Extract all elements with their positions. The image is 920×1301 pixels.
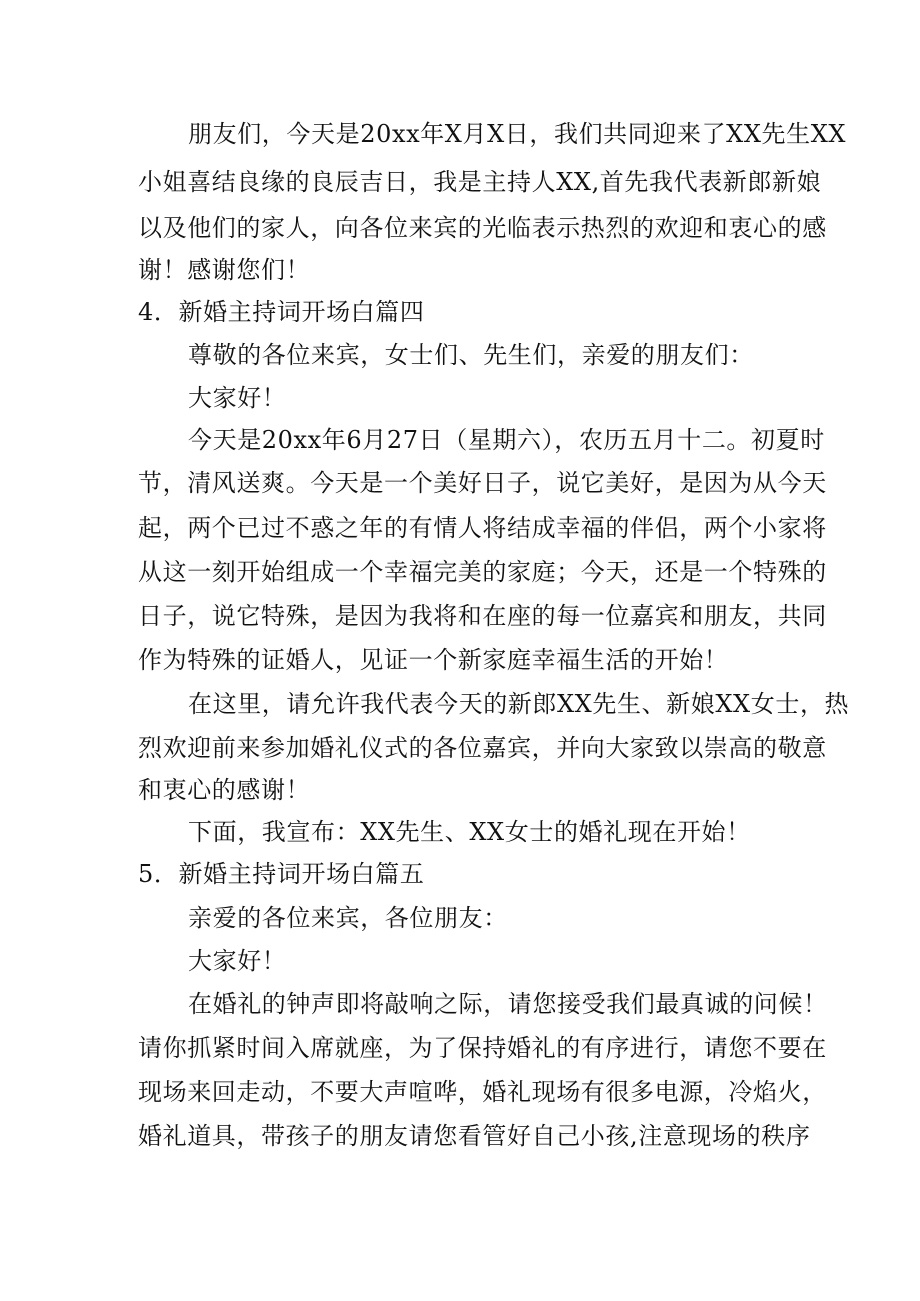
paragraph-line: 小姐喜结良缘的良辰吉日，我是主持人XX,首先我代表新郎新娘 bbox=[138, 168, 822, 196]
paragraph-line: 朋友们，今天是20xx年X月X日，我们共同迎来了XX先生XX bbox=[188, 120, 847, 148]
paragraph-line: 今天是20xx年6月27日（星期六），农历五月十二。初夏时 bbox=[188, 426, 825, 454]
paragraph-line: 节，清风送爽。今天是一个美好日子，说它美好，是因为从今天 bbox=[138, 469, 827, 497]
paragraph-line: 亲爱的各位来宾，各位朋友： bbox=[188, 904, 508, 932]
paragraph-line: 现场来回走动，不要大声喧哗，婚礼现场有很多电源，冷焰火， bbox=[138, 1078, 827, 1106]
paragraph-line: 作为特殊的证婚人，见证一个新家庭幸福生活的开始！ bbox=[138, 646, 729, 674]
paragraph-line: 烈欢迎前来参加婚礼仪式的各位嘉宾，并向大家致以崇高的敬意 bbox=[138, 734, 827, 762]
section-heading: 4．新婚主持词开场白篇四 bbox=[138, 298, 425, 326]
paragraph-line: 请你抓紧时间入席就座，为了保持婚礼的有序进行，请您不要在 bbox=[138, 1034, 827, 1062]
paragraph-line: 大家好！ bbox=[188, 947, 287, 975]
paragraph-line: 起，两个已过不惑之年的有情人将结成幸福的伴侣，两个小家将 bbox=[138, 514, 827, 542]
paragraph-line: 下面，我宣布：XX先生、XX女士的婚礼现在开始！ bbox=[188, 818, 751, 846]
paragraph-line: 尊敬的各位来宾，女士们、先生们，亲爱的朋友们： bbox=[188, 341, 754, 369]
paragraph-line: 在婚礼的钟声即将敲响之际，请您接受我们最真诚的问候！ bbox=[188, 990, 828, 1018]
paragraph-line: 从这一刻开始组成一个幸福完美的家庭；今天，还是一个特殊的 bbox=[138, 558, 827, 586]
paragraph-line: 婚礼道具，带孩子的朋友请您看管好自己小孩,注意现场的秩序 bbox=[138, 1122, 811, 1150]
paragraph-line: 和衷心的感谢！ bbox=[138, 776, 311, 804]
paragraph-line: 在这里，请允许我代表今天的新郎XX先生、新娘XX女士，热 bbox=[188, 690, 850, 718]
paragraph-line: 大家好！ bbox=[188, 384, 287, 412]
section-heading: 5．新婚主持词开场白篇五 bbox=[138, 860, 425, 888]
paragraph-line: 谢！感谢您们！ bbox=[138, 256, 311, 284]
paragraph-line: 日子，说它特殊，是因为我将和在座的每一位嘉宾和朋友，共同 bbox=[138, 602, 827, 630]
paragraph-line: 以及他们的家人，向各位来宾的光临表示热烈的欢迎和衷心的感 bbox=[138, 214, 827, 242]
